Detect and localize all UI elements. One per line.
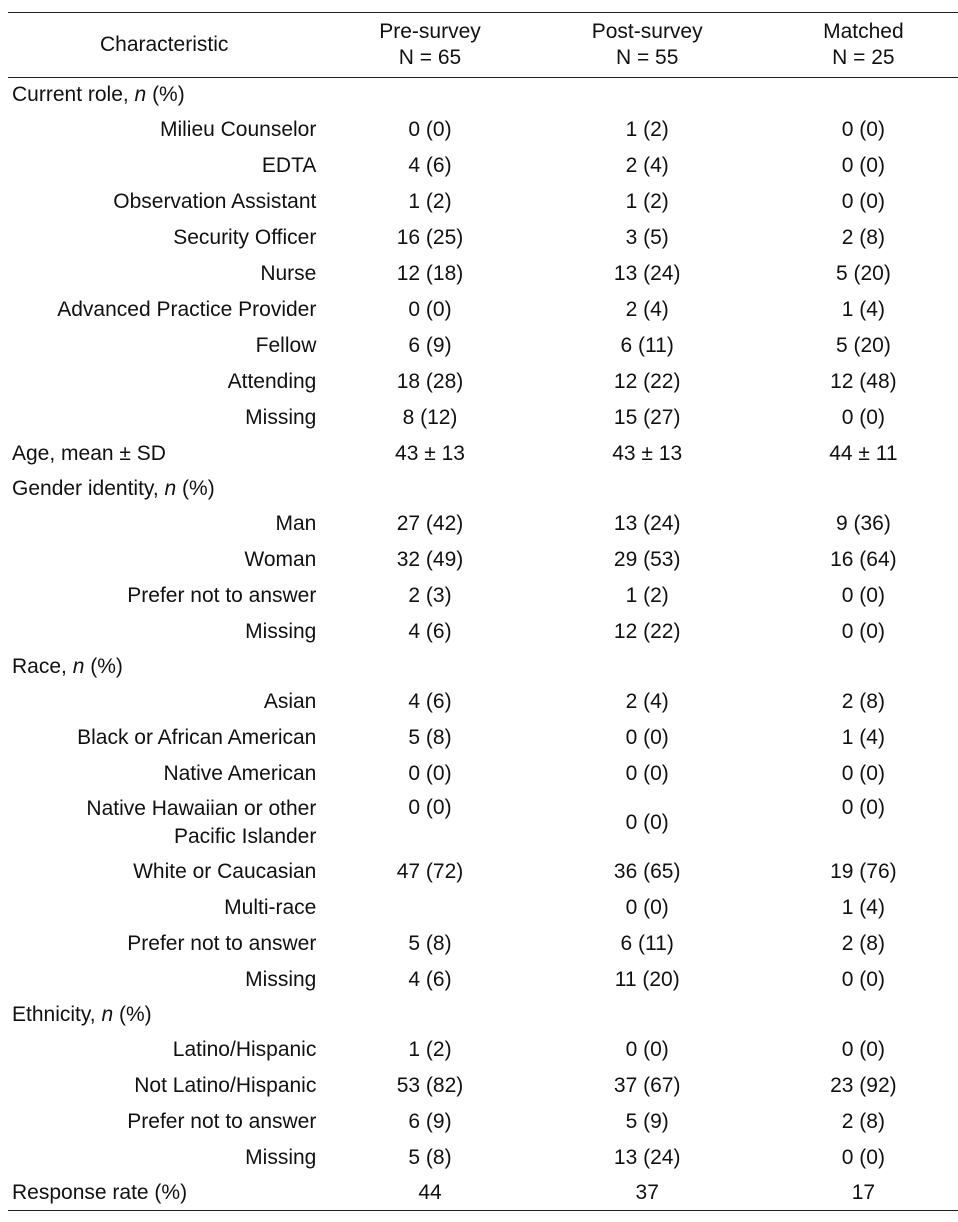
table-body [8,78,958,1211]
matched-value: 0 (0) [841,584,885,607]
row-label: Milieu Counselor [159,118,317,141]
table-row [8,256,958,292]
matched-value: 12 (48) [830,370,897,393]
table-row [8,614,958,650]
post-value: 13 (24) [613,512,681,535]
post-value: 13 (24) [613,262,681,285]
row-label: Latino/Hispanic [172,1038,317,1061]
pre-value: 4 (6) [408,968,452,991]
table-row [8,854,958,890]
matched-value: 5 (20) [835,262,891,285]
pre-value: 53 (82) [396,1074,464,1097]
table-row [8,542,958,578]
section-row-ethnicity [8,998,958,1032]
matched-value: 5 (20) [835,334,891,357]
table-row [8,926,958,962]
table-row [8,184,958,220]
table-row [8,328,958,364]
matched-value: 2 (8) [841,690,885,713]
post-value: 0 (0) [625,811,669,834]
matched-value: 19 (76) [830,860,897,883]
matched-value: 44 ± 11 [829,442,898,465]
header-characteristic: Characteristic [8,13,320,78]
matched-value: 0 (0) [841,1146,885,1169]
pre-value: 6 (9) [408,1110,452,1133]
table-row [8,364,958,400]
post-value: 0 (0) [625,726,669,749]
pre-value: 18 (28) [396,370,464,393]
matched-value: 0 (0) [841,968,885,991]
demographics-table [8,12,958,1211]
pre-value: 4 (6) [408,690,452,713]
matched-value: 2 (8) [841,932,885,955]
table-row [8,148,958,184]
post-value: 6 (11) [620,334,674,357]
matched-value: 0 (0) [841,1038,885,1061]
pre-value: 0 (0) [408,298,452,321]
pre-value: 4 (6) [408,154,452,177]
matched-value: 2 (8) [841,1110,885,1133]
table-row [8,792,958,854]
pre-value: 0 (0) [408,762,452,785]
table-row [8,1068,958,1104]
header-post-n: N = 55 [615,46,679,69]
post-value: 0 (0) [625,1038,669,1061]
table-row [8,720,958,756]
post-value: 12 (22) [613,370,681,393]
pre-value: 27 (42) [396,512,464,535]
row-label: Observation Assistant [113,190,317,213]
row-label [8,792,320,854]
post-value: 37 (67) [613,1074,681,1097]
post-value: 1 (2) [625,584,669,607]
matched-value: 9 (36) [835,512,891,535]
table-row [8,1032,958,1068]
table-row [8,684,958,720]
pre-value: 12 (18) [396,262,464,285]
header-post-survey [540,13,755,78]
post-value: 3 (5) [625,226,669,249]
pre-value: 32 (49) [396,548,464,571]
row-label-line1: Native Hawaiian or other [86,797,317,820]
header-matched [755,13,958,78]
header-pre-survey [320,13,539,78]
row-label: Nurse [260,262,317,285]
post-value: 29 (53) [613,548,681,571]
post-value: 2 (4) [625,154,669,177]
matched-value: 1 (4) [841,298,885,321]
table-row [8,292,958,328]
table-row [8,220,958,256]
matched-value: 0 (0) [841,190,885,213]
post-value: 1 (2) [625,118,669,141]
row-label: Asian [263,690,317,713]
matched-value: 2 (8) [841,226,885,249]
pre-value: 0 (0) [408,796,452,819]
matched-value: 16 (64) [830,548,897,571]
matched-value: 0 (0) [841,118,885,141]
matched-value: 0 (0) [841,762,885,785]
pre-value: 47 (72) [396,860,464,883]
pre-value: 5 (8) [408,726,452,749]
row-label: Multi-race [224,896,317,919]
header-pre-title: Pre-survey [379,20,481,43]
matched-value: 17 [755,1176,958,1211]
post-value: 36 (65) [613,860,681,883]
row-label: EDTA [261,154,317,177]
table-row [8,1104,958,1140]
section-row-current-role [8,78,958,113]
matched-value: 0 (0) [841,620,885,643]
table-row [8,400,958,436]
post-value: 0 (0) [625,896,669,919]
pre-value: 8 (12) [402,406,458,429]
response-rate-row [8,1176,958,1211]
matched-value: 23 (92) [830,1074,897,1097]
row-label: Not Latino/Hispanic [134,1074,317,1097]
post-value: 2 (4) [625,298,669,321]
pre-value: 16 (25) [396,226,464,249]
age-label: Age, mean ± SD [12,442,166,465]
table-row [8,506,958,542]
post-value: 5 (9) [625,1110,669,1133]
pre-value [320,890,539,926]
table-row [8,578,958,614]
row-label: Attending [227,370,317,393]
matched-value: 0 (0) [841,154,885,177]
table-row [8,962,958,998]
table-row [8,112,958,148]
section-label-current-role: Current role, n (%) [12,83,185,106]
pre-value: 1 (2) [408,190,452,213]
post-value: 1 (2) [625,190,669,213]
row-label: Native American [163,762,317,785]
row-label: White or Caucasian [133,860,317,883]
row-label: Prefer not to answer [127,1110,317,1133]
section-label-ethnicity: Ethnicity, n (%) [12,1003,152,1026]
demographics-table-container [8,12,958,1211]
post-value: 11 (20) [614,968,680,991]
pre-value: 5 (8) [408,932,452,955]
header-pre-n: N = 65 [398,46,462,69]
row-label: Prefer not to answer [127,932,317,955]
header-matched-title: Matched [823,20,904,43]
matched-value: 0 (0) [841,406,885,429]
post-value: 12 (22) [613,620,681,643]
row-label: Missing [245,620,317,643]
matched-value: 1 (4) [841,896,885,919]
pre-value: 0 (0) [408,118,452,141]
response-rate-label: Response rate (%) [8,1176,320,1211]
matched-value: 0 (0) [841,796,885,819]
post-value: 2 (4) [625,690,669,713]
row-label: Advanced Practice Provider [57,298,317,321]
pre-value: 5 (8) [408,1146,452,1169]
header-matched-n: N = 25 [832,46,895,69]
row-label: Missing [245,1146,317,1169]
row-label: Prefer not to answer [127,584,317,607]
pre-value: 43 ± 13 [395,442,465,465]
row-label: Missing [245,968,317,991]
section-row-gender-identity [8,472,958,506]
age-row [8,436,958,472]
table-header-row [8,13,958,78]
matched-value: 1 (4) [841,726,885,749]
post-value: 0 (0) [625,762,669,785]
table-row [8,890,958,926]
header-post-title: Post-survey [591,20,703,43]
pre-value: 2 (3) [408,584,452,607]
row-label-line2: Pacific Islander [173,825,317,848]
row-label: Security Officer [173,226,317,249]
pre-value: 4 (6) [408,620,452,643]
section-label-race: Race, n (%) [12,655,123,678]
post-value: 15 (27) [613,406,681,429]
post-value: 37 [540,1176,755,1211]
row-label: Black or African American [77,726,317,749]
table-row [8,756,958,792]
pre-value: 1 (2) [408,1038,452,1061]
section-row-race [8,650,958,684]
row-label: Missing [245,406,317,429]
table-row [8,1140,958,1176]
post-value: 43 ± 13 [612,442,683,465]
post-value: 6 (11) [620,932,674,955]
row-label: Fellow [255,334,317,357]
section-label-gender-identity: Gender identity, n (%) [12,477,215,500]
row-label: Woman [244,548,317,571]
row-label: Man [275,512,317,535]
pre-value: 6 (9) [408,334,452,357]
post-value: 13 (24) [613,1146,681,1169]
pre-value: 44 [320,1176,539,1211]
